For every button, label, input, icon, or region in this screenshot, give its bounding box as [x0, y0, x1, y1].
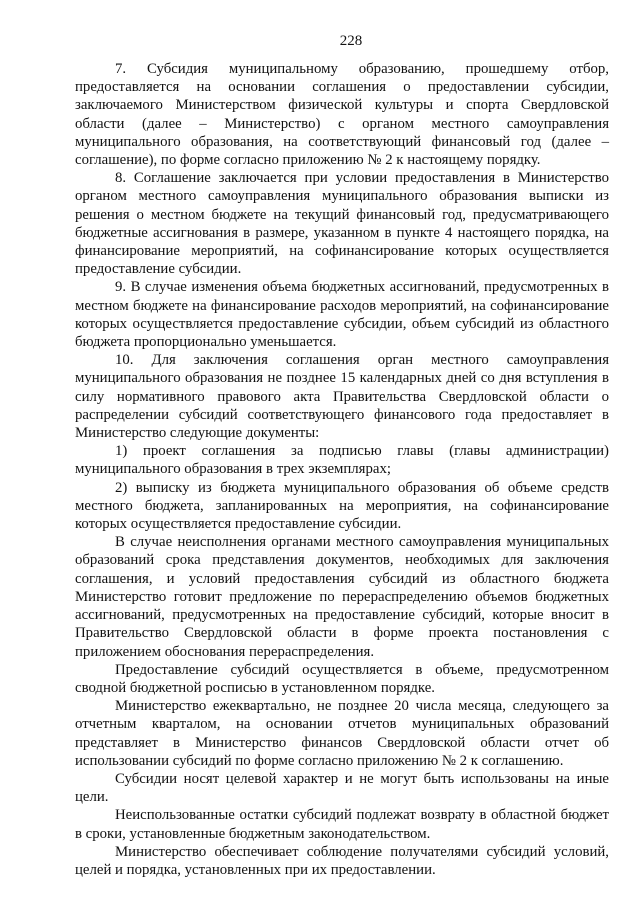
paragraph-non-compliance: В случае неисполнения органами местного самоуправления муниципальных образований срока представления документов, необходимых для заключения соглашения, и условий предоставления субсидий из областного бюджета Министерство готовит предложение по перераспределению объемов бюджетных ассигнований, предусмотренных на предоставление субсидий, которые вносит в Правительство Свердловской области в форме проекта постановления с приложением обоснования перераспределения.	[75, 534, 609, 660]
paragraph-9-budget-change: 9. В случае изменения объема бюджетных ассигнований, предусмотренных в местном бюджете на финансирование расходов мероприятий, на софинансирование которых осуществляется предоставление субсидии, объем субсидий из областного бюджета пропорционально уменьшается.	[75, 279, 609, 351]
paragraph-quarterly-report: Министерство ежеквартально, не позднее 20 числа месяца, следующего за отчетным кварталом, на основании отчетов муниципальных образований представляет в Министерство финансов Свердловской области отчет об использовании субсидий по форме согласно приложению № 2 к соглашению.	[75, 698, 609, 769]
paragraph-item-2: 2) выписку из бюджета муниципального образования об объеме средств местного бюджета, запланированных на мероприятия, на софинансирование которых осуществляется предоставление субсидии.	[75, 479, 609, 533]
paragraph-subsidy-volume: Предоставление субсидий осуществляется в объеме, предусмотренном сводной бюджетной росписью в установленном порядке.	[75, 661, 609, 696]
paragraph-7-agreement: 7. Субсидия муниципальному образованию, прошедшему отбор, предоставляется на основании соглашения о предоставлении субсидии, заключаемого Министерством физической культуры и спорта Свердловской области (далее – Министерство) с органом местного самоуправления муниципального образования, на соответствующий финансовый год (далее – соглашение), по форме согласно приложению № 2 к настоящему порядку.	[75, 61, 609, 169]
paragraph-targeted-use: Субсидии носят целевой характер и не могут быть использованы на иные цели.	[75, 770, 609, 806]
page-number: 228	[339, 33, 363, 49]
paragraph-10-documents: 10. Для заключения соглашения орган местного самоуправления муниципального образования не позднее 15 календарных дней со дня вступления в силу нормативного правового акта Правительства Свердловской области о распределении субсидий соответствующего финансового года предоставляет в Министерство следующие документы:	[75, 352, 609, 442]
paragraph-8-conditions: 8. Соглашение заключается при условии предоставления в Министерство органом местного самоуправления муниципального образования выписки из решения о местном бюджете на текущий финансовый год, предусматривающего бюджетные ассигнования в размере, указанном в пункте 4 настоящего порядка, на финансирование мероприятий, на софинансирование которых осуществляется предоставление субсидии.	[75, 170, 609, 278]
paragraph-unused-balances: Неиспользованные остатки субсидий подлежат возврату в областной бюджет в сроки, установленные бюджетным законодательством.	[75, 807, 609, 842]
paragraph-compliance: Министерство обеспечивает соблюдение получателями субсидий условий, целей и порядка, установленных при их предоставлении.	[75, 843, 609, 878]
paragraph-item-1: 1) проект соглашения за подписью главы (главы администрации) муниципального образования в трех экземплярах;	[75, 443, 609, 478]
